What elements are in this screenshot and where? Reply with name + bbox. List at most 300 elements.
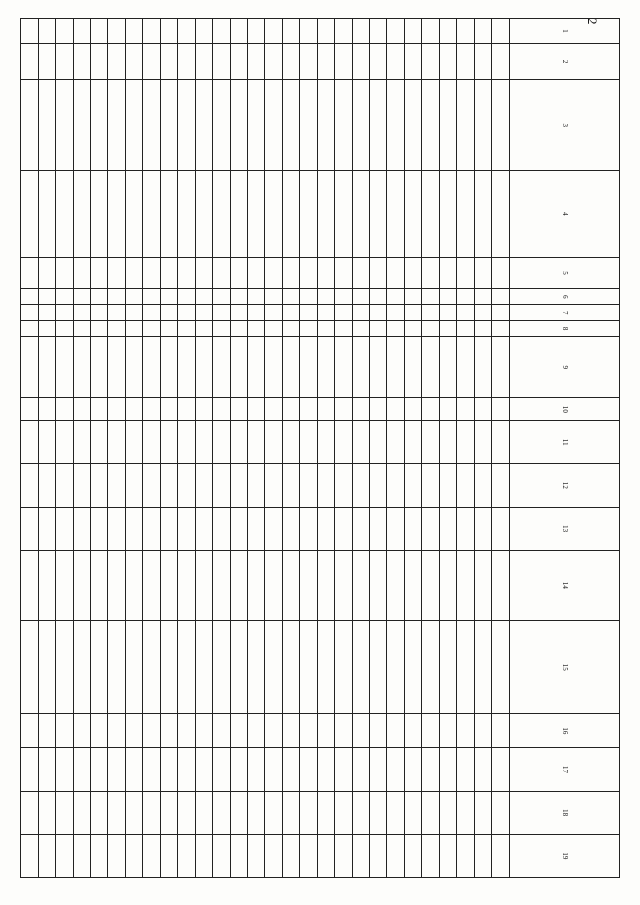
table-cell [73, 550, 90, 620]
table-cell [213, 791, 230, 834]
table-cell [282, 621, 299, 714]
table-row [352, 19, 369, 878]
table-cell [282, 305, 299, 321]
table-cell [73, 289, 90, 305]
table-cell [247, 289, 264, 305]
table-cell [178, 621, 195, 714]
table-cell [21, 464, 39, 507]
table-cell [56, 257, 73, 289]
table-cell [387, 791, 404, 834]
table-cell [300, 791, 317, 834]
table-cell [247, 464, 264, 507]
table-cell [439, 337, 456, 398]
table-cell [56, 421, 73, 464]
table-cell [178, 289, 195, 305]
table-cell [56, 550, 73, 620]
table-cell [370, 621, 387, 714]
table-cell [492, 421, 509, 464]
table-cell [317, 257, 334, 289]
table-cell [352, 421, 369, 464]
table-cell [143, 43, 160, 79]
table-cell [404, 19, 421, 44]
table-cell [422, 305, 439, 321]
table-cell [247, 43, 264, 79]
table-cell [91, 257, 108, 289]
table-cell [178, 398, 195, 421]
table-cell [265, 621, 282, 714]
table-cell [247, 171, 264, 257]
table-cell [335, 464, 352, 507]
table-cell [300, 507, 317, 550]
table-cell [422, 398, 439, 421]
table-cell [492, 834, 509, 877]
table-cell [213, 305, 230, 321]
table-cell [439, 621, 456, 714]
table-cell [492, 507, 509, 550]
table-cell [265, 748, 282, 791]
table-cell [38, 337, 55, 398]
table-cell [317, 305, 334, 321]
table-cell [213, 464, 230, 507]
table-cell [213, 289, 230, 305]
table-cell [38, 714, 55, 748]
table-cell [143, 714, 160, 748]
table-cell [370, 321, 387, 337]
table-cell [282, 507, 299, 550]
table-cell [160, 550, 177, 620]
table-cell [125, 834, 142, 877]
table-cell [404, 834, 421, 877]
table-cell [125, 321, 142, 337]
table-cell [91, 714, 108, 748]
table-cell [492, 550, 509, 620]
table-cell [352, 714, 369, 748]
table-cell [143, 289, 160, 305]
table-cell [370, 550, 387, 620]
table-cell [404, 43, 421, 79]
table-cell [265, 289, 282, 305]
table-cell [457, 421, 474, 464]
table-cell [91, 791, 108, 834]
column-number: 10 [509, 398, 619, 421]
table-cell [317, 289, 334, 305]
table-cell [247, 621, 264, 714]
table-cell [317, 507, 334, 550]
table-cell [352, 257, 369, 289]
table-cell [247, 834, 264, 877]
table-cell [474, 257, 491, 289]
table-cell [387, 550, 404, 620]
table-cell [370, 791, 387, 834]
table-cell [38, 621, 55, 714]
table-cell [178, 43, 195, 79]
table-cell [422, 421, 439, 464]
table-row [370, 19, 387, 878]
table-cell [160, 289, 177, 305]
table-cell [178, 748, 195, 791]
table-cell [178, 80, 195, 171]
table-cell [265, 43, 282, 79]
table-cell [422, 43, 439, 79]
table-cell [387, 321, 404, 337]
table-cell [265, 834, 282, 877]
table-cell [352, 621, 369, 714]
table-cell [335, 321, 352, 337]
table-cell [178, 791, 195, 834]
table-cell [422, 714, 439, 748]
table-cell [195, 289, 212, 305]
table-cell [282, 791, 299, 834]
table-cell [265, 337, 282, 398]
table-cell [160, 43, 177, 79]
table-cell [230, 834, 247, 877]
table-cell [404, 791, 421, 834]
table-cell [230, 507, 247, 550]
table-cell [56, 791, 73, 834]
table-cell [352, 834, 369, 877]
table-cell [21, 834, 39, 877]
table-cell [247, 80, 264, 171]
table-cell [300, 621, 317, 714]
table-cell [73, 834, 90, 877]
table-cell [335, 550, 352, 620]
table-cell [474, 337, 491, 398]
table-cell [457, 834, 474, 877]
table-cell [21, 748, 39, 791]
table-cell [56, 748, 73, 791]
table-cell [404, 257, 421, 289]
table-cell [56, 714, 73, 748]
table-cell [21, 791, 39, 834]
table-cell [125, 507, 142, 550]
table-cell [439, 834, 456, 877]
table-cell [370, 421, 387, 464]
table-cell [143, 171, 160, 257]
table-cell [195, 80, 212, 171]
table-cell [108, 289, 125, 305]
table-row [160, 19, 177, 878]
table-row [439, 19, 456, 878]
table-cell [143, 550, 160, 620]
table-cell [282, 321, 299, 337]
table-cell [335, 791, 352, 834]
table-cell [143, 464, 160, 507]
table-cell [457, 748, 474, 791]
table-cell [73, 421, 90, 464]
table-cell [247, 507, 264, 550]
table-cell [91, 43, 108, 79]
table-cell [317, 43, 334, 79]
table-cell [38, 171, 55, 257]
table-cell [474, 748, 491, 791]
table-cell [247, 421, 264, 464]
table-cell [457, 398, 474, 421]
table-cell [404, 421, 421, 464]
table-cell [282, 714, 299, 748]
table-cell [387, 171, 404, 257]
table-cell [265, 19, 282, 44]
table-cell [335, 421, 352, 464]
table-cell [108, 321, 125, 337]
table-cell [91, 507, 108, 550]
table-cell [492, 621, 509, 714]
table-cell [335, 43, 352, 79]
column-number: 4 [509, 171, 619, 257]
table-cell [282, 43, 299, 79]
table-cell [422, 257, 439, 289]
table-cell [474, 507, 491, 550]
table-cell [457, 507, 474, 550]
table-cell [439, 321, 456, 337]
table-cell [474, 171, 491, 257]
table-cell [439, 289, 456, 305]
column-number: 12 [509, 464, 619, 507]
table-cell [404, 464, 421, 507]
table-cell [300, 550, 317, 620]
table-cell [317, 621, 334, 714]
table-cell [91, 421, 108, 464]
table-cell [422, 19, 439, 44]
table-cell [492, 714, 509, 748]
table-cell [230, 321, 247, 337]
table-cell [282, 289, 299, 305]
table-cell [404, 289, 421, 305]
table-cell [160, 791, 177, 834]
table-cell [21, 321, 39, 337]
table-cell [91, 621, 108, 714]
table-cell [56, 464, 73, 507]
table-cell [282, 834, 299, 877]
table-cell [108, 791, 125, 834]
table-cell [404, 80, 421, 171]
table-cell [439, 80, 456, 171]
table-row [73, 19, 90, 878]
table-cell [352, 305, 369, 321]
table-cell [457, 550, 474, 620]
table-cell [38, 421, 55, 464]
table-cell [352, 289, 369, 305]
table-cell [73, 19, 90, 44]
table-cell [125, 289, 142, 305]
table-cell [457, 791, 474, 834]
table-cell [21, 550, 39, 620]
table-cell [213, 257, 230, 289]
table-cell [265, 550, 282, 620]
table-cell [160, 337, 177, 398]
table-cell [108, 507, 125, 550]
table-cell [282, 171, 299, 257]
table-cell [317, 714, 334, 748]
table-row [143, 19, 160, 878]
table-cell [370, 834, 387, 877]
table-cell [317, 398, 334, 421]
table-cell [439, 305, 456, 321]
table-cell [195, 550, 212, 620]
table-cell [492, 80, 509, 171]
table-cell [457, 714, 474, 748]
table-cell [387, 257, 404, 289]
table-cell [56, 507, 73, 550]
table-cell [125, 748, 142, 791]
table-cell [108, 714, 125, 748]
table-cell [108, 421, 125, 464]
table-cell [352, 748, 369, 791]
table-cell [265, 464, 282, 507]
table-cell [335, 337, 352, 398]
table-cell [335, 398, 352, 421]
table-cell [143, 80, 160, 171]
table-cell [143, 321, 160, 337]
table-cell [230, 171, 247, 257]
table-cell [213, 507, 230, 550]
table-cell [125, 421, 142, 464]
table-cell [73, 80, 90, 171]
table-cell [247, 398, 264, 421]
table-cell [108, 337, 125, 398]
table-cell [160, 714, 177, 748]
table-cell [38, 321, 55, 337]
table-cell [387, 398, 404, 421]
table-cell [160, 321, 177, 337]
table-cell [108, 550, 125, 620]
table-cell [247, 305, 264, 321]
table-cell [125, 464, 142, 507]
table-cell [91, 748, 108, 791]
table-cell [492, 171, 509, 257]
table-cell [21, 398, 39, 421]
table-cell [282, 464, 299, 507]
table-cell [474, 550, 491, 620]
table-cell [492, 19, 509, 44]
table-cell [178, 171, 195, 257]
table-cell [474, 834, 491, 877]
table-cell [404, 714, 421, 748]
table-cell [317, 791, 334, 834]
table-cell [457, 289, 474, 305]
table-cell [439, 791, 456, 834]
table-cell [404, 507, 421, 550]
table-cell [387, 464, 404, 507]
table-cell [195, 171, 212, 257]
table-cell [265, 714, 282, 748]
table-cell [317, 464, 334, 507]
table-cell [108, 305, 125, 321]
table-cell [422, 507, 439, 550]
table-cell [91, 80, 108, 171]
rotated-table-wrapper [20, 18, 620, 878]
table-cell [73, 507, 90, 550]
table-cell [56, 43, 73, 79]
table-cell [160, 171, 177, 257]
table-cell [474, 43, 491, 79]
table-cell [439, 257, 456, 289]
table-cell [474, 714, 491, 748]
table-cell [38, 791, 55, 834]
column-number: 14 [509, 550, 619, 620]
table-cell [474, 621, 491, 714]
table-cell [91, 171, 108, 257]
table-cell [213, 337, 230, 398]
table-row [56, 19, 73, 878]
table-cell [387, 621, 404, 714]
table-cell [21, 507, 39, 550]
table-cell [370, 714, 387, 748]
table-cell [370, 171, 387, 257]
table-cell [265, 257, 282, 289]
table-cell [422, 80, 439, 171]
table-cell [160, 398, 177, 421]
column-number: 7 [509, 305, 619, 321]
table-row [265, 19, 282, 878]
table-cell [300, 464, 317, 507]
table-cell [21, 43, 39, 79]
table-cell [91, 834, 108, 877]
table-cell [439, 748, 456, 791]
table-row [422, 19, 439, 878]
table-cell [387, 337, 404, 398]
table-cell [282, 421, 299, 464]
table-cell [439, 507, 456, 550]
table-cell [317, 834, 334, 877]
table-cell [178, 337, 195, 398]
table-cell [300, 834, 317, 877]
table-row [38, 19, 55, 878]
table-cell [160, 507, 177, 550]
table-cell [404, 171, 421, 257]
table-cell [21, 19, 39, 44]
table-cell [56, 171, 73, 257]
table-cell [125, 550, 142, 620]
table-cell [439, 171, 456, 257]
table-cell [160, 748, 177, 791]
table-cell [230, 257, 247, 289]
table-cell [91, 550, 108, 620]
table-cell [247, 748, 264, 791]
table-cell [73, 714, 90, 748]
table-cell [213, 550, 230, 620]
table-cell [230, 289, 247, 305]
table-cell [335, 748, 352, 791]
table-cell [317, 421, 334, 464]
table-cell [38, 507, 55, 550]
table-cell [370, 337, 387, 398]
table-cell [21, 337, 39, 398]
table-cell [21, 621, 39, 714]
table-cell [352, 398, 369, 421]
table-cell [195, 834, 212, 877]
table-cell [457, 171, 474, 257]
table-cell [21, 714, 39, 748]
table-cell [91, 19, 108, 44]
table-cell [370, 305, 387, 321]
column-number: 11 [509, 421, 619, 464]
table-cell [143, 305, 160, 321]
table-cell [195, 791, 212, 834]
table-cell [21, 257, 39, 289]
table-cell [143, 621, 160, 714]
table-cell [247, 257, 264, 289]
table-cell [352, 791, 369, 834]
table-cell [300, 337, 317, 398]
table-cell [195, 421, 212, 464]
table-cell [91, 337, 108, 398]
table-cell [125, 714, 142, 748]
table-row [300, 19, 317, 878]
table-cell [195, 305, 212, 321]
table-cell [282, 80, 299, 171]
table-cell [108, 80, 125, 171]
table-row [282, 19, 299, 878]
